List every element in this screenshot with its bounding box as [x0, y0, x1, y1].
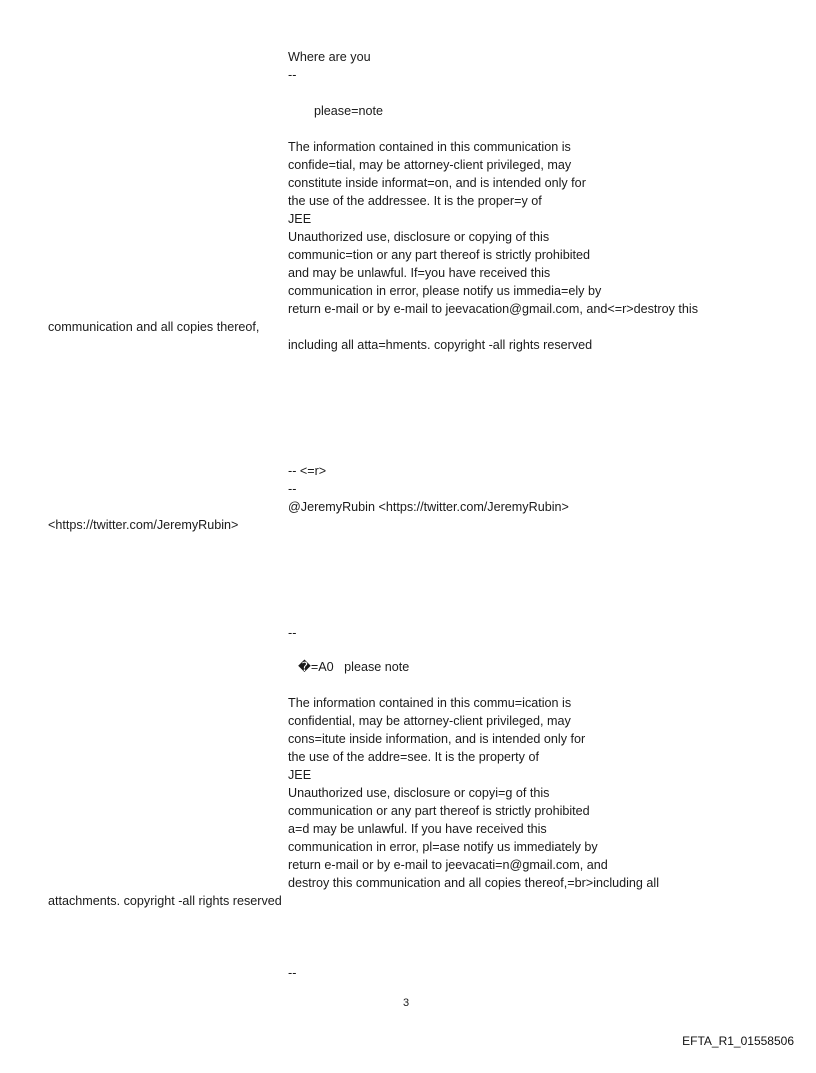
- body-line: destroy this communication and all copies thereof,=br>including all: [288, 876, 660, 890]
- greeting-line: Where are you: [288, 50, 371, 64]
- separator-line: --: [288, 626, 297, 640]
- body-line: Unauthorized use, disclosure or copyi=g of this: [288, 786, 550, 800]
- separator-line: --: [288, 482, 297, 496]
- twitter-overflow-line: <https://twitter.com/JeremyRubin>: [48, 518, 239, 532]
- body-line: confidential, may be attorney-client privileged, may: [288, 714, 571, 728]
- body-line: cons=itute inside information, and is intended only for: [288, 732, 586, 746]
- overflow-line: communication and all copies thereof,: [48, 320, 260, 334]
- overflow-line: attachments. copyright -all rights reserved: [48, 894, 282, 908]
- document-id: EFTA_R1_01558506: [682, 1034, 794, 1048]
- page-number: 3: [403, 997, 410, 1009]
- note-line: �=A0 please note: [298, 660, 410, 674]
- separator-line: --: [288, 68, 297, 82]
- body-line: JEE: [288, 768, 312, 782]
- body-line: communication in error, pl=ase notify us immediately by: [288, 840, 598, 854]
- twitter-line: @JeremyRubin <https://twitter.com/JeremyRubin>: [288, 500, 569, 514]
- separator-line: -- <=r>: [288, 464, 327, 478]
- body-line: confide=tial, may be attorney-client privileged, may: [288, 158, 572, 172]
- body-line: the use of the addressee. It is the proper=y of: [288, 194, 542, 208]
- body-line: The information contained in this communication is: [288, 140, 571, 154]
- body-line: return e-mail or by e-mail to jeevacation@gmail.com, and<=r>destroy this: [288, 302, 699, 316]
- body-line: Unauthorized use, disclosure or copying of this: [288, 230, 550, 244]
- body-line: JEE: [288, 212, 312, 226]
- body-line: including all atta=hments. copyright -all rights reserved: [288, 338, 593, 352]
- body-line: The information contained in this commu=ication is: [288, 696, 572, 710]
- note-line: please=note: [314, 104, 383, 118]
- body-line: return e-mail or by e-mail to jeevacati=n@gmail.com, and: [288, 858, 608, 872]
- body-line: communic=tion or any part thereof is strictly prohibited: [288, 248, 591, 262]
- body-line: communication in error, please notify us immedia=ely by: [288, 284, 602, 298]
- separator-line: --: [288, 966, 297, 980]
- body-line: the use of the addre=see. It is the property of: [288, 750, 539, 764]
- body-line: constitute inside informat=on, and is intended only for: [288, 176, 586, 190]
- body-line: a=d may be unlawful. If you have received this: [288, 822, 547, 836]
- body-line: communication or any part thereof is strictly prohibited: [288, 804, 590, 818]
- body-line: and may be unlawful. If=you have received this: [288, 266, 551, 280]
